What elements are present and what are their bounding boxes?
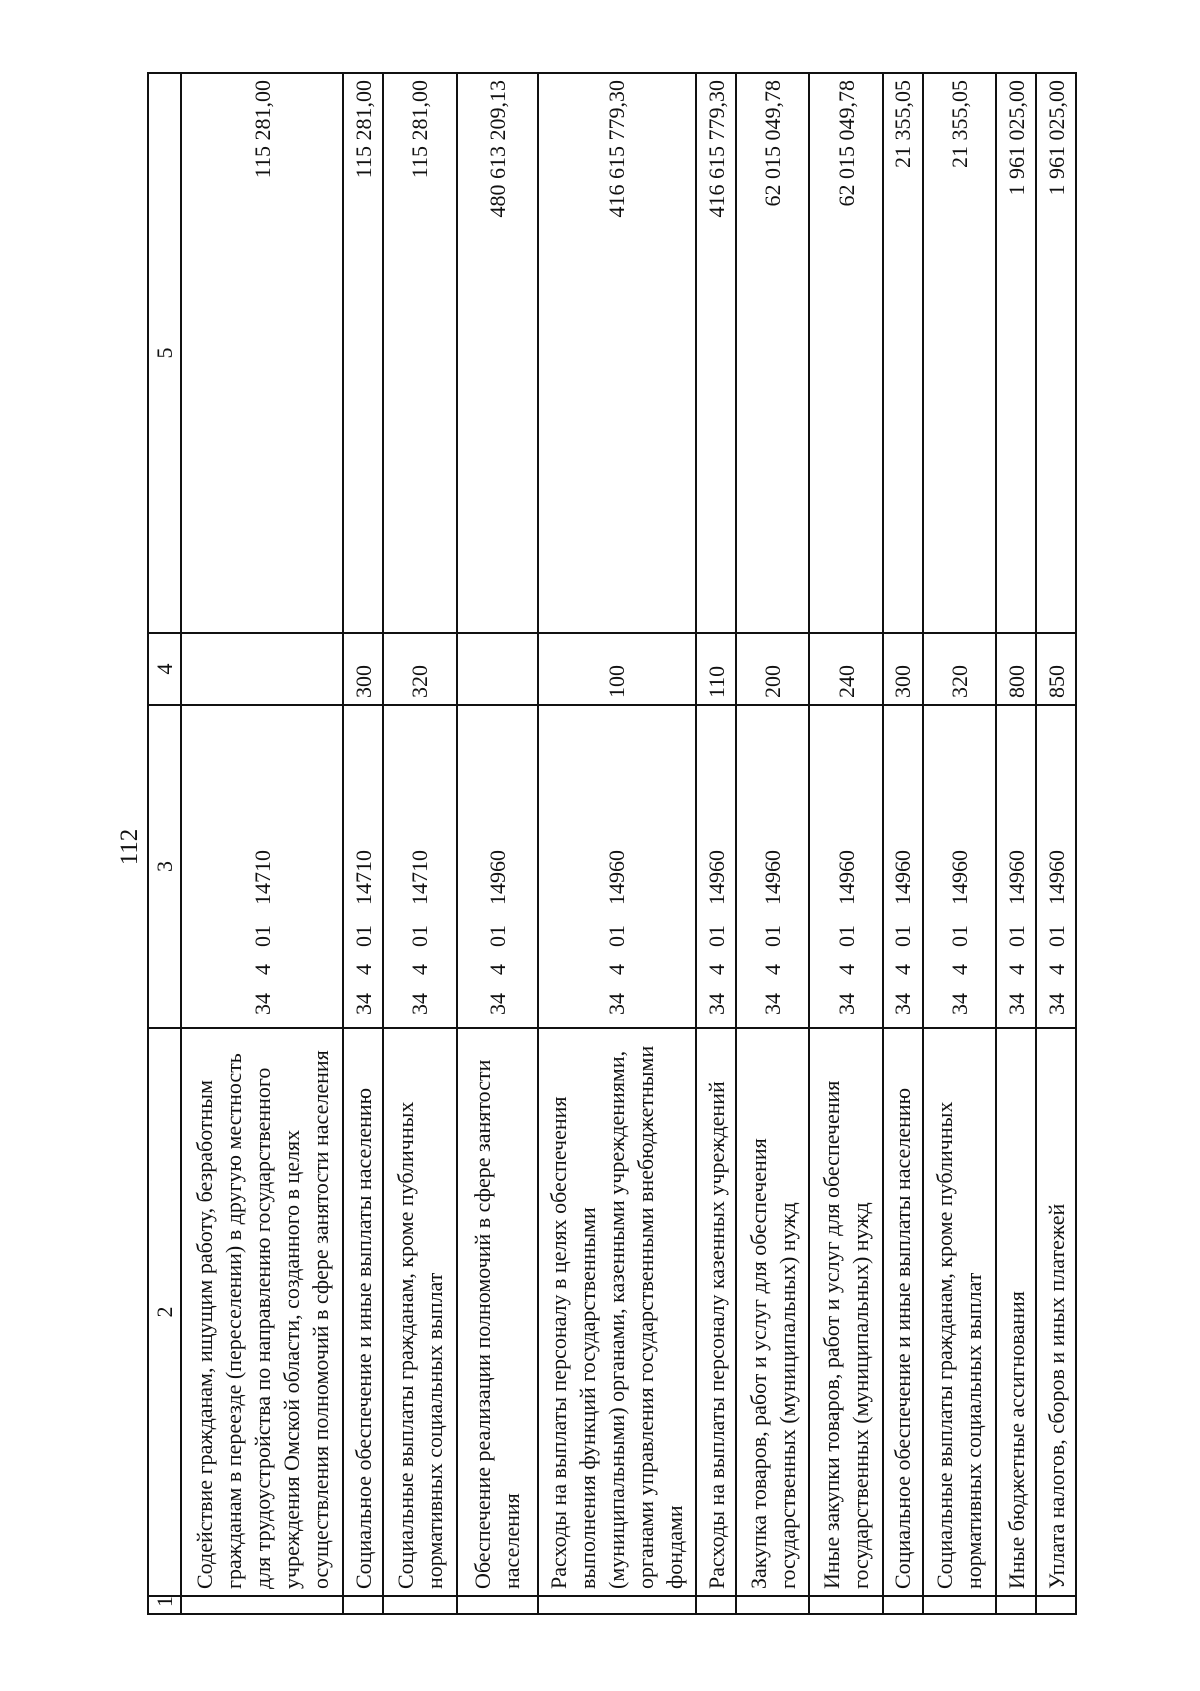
row-expense-type-cell: 110 (696, 633, 736, 705)
row-expense-type-cell: 240 (809, 633, 882, 705)
row-code-group (458, 712, 537, 1021)
row-code-part: 14710 (350, 850, 376, 905)
row-amount-cell: 115 281,00 (343, 73, 383, 633)
row-description-cell: Расходы на выплаты персоналу казенных учреждений (696, 1028, 736, 1596)
row-description-cell: Социальное обеспечение и иные выплаты населению (883, 1028, 923, 1596)
row-code-part: 4 (890, 964, 916, 975)
row-code-part: 4 (833, 964, 859, 975)
row-description-cell: Социальные выплаты гражданам, кроме публичных нормативных социальных выплат (383, 1028, 456, 1596)
row-code-part: 14960 (1003, 850, 1029, 905)
row-code-part: 01 (1003, 925, 1029, 947)
row-expense-type-cell: 320 (383, 633, 456, 705)
row-code-group (697, 712, 735, 1021)
row-code-part: 34 (249, 993, 275, 1015)
row-code-cell (457, 705, 538, 1028)
row-code-part: 4 (703, 964, 729, 975)
row-number-cell (923, 1596, 996, 1614)
row-code-part: 34 (484, 993, 510, 1015)
row-code-part: 14960 (1043, 850, 1069, 905)
row-expense-type-cell: 800 (996, 633, 1036, 705)
row-code-part: 4 (350, 964, 376, 975)
budget-table (147, 72, 1077, 1615)
row-code-part: 01 (484, 925, 510, 947)
header-col-3: 3 (148, 705, 181, 1028)
header-row (148, 73, 181, 1614)
row-code-part: 4 (484, 964, 510, 975)
row-code-group (884, 712, 922, 1021)
row-code-part: 01 (760, 925, 786, 947)
row-description-cell: Социальное обеспечение и иные выплаты населению (343, 1028, 383, 1596)
row-code-cell (538, 705, 697, 1028)
row-number-cell (883, 1596, 923, 1614)
row-code-part: 4 (760, 964, 786, 975)
row-code-part: 4 (1003, 964, 1029, 975)
row-description-cell: Уплата налогов, сборов и иных платежей (1036, 1028, 1076, 1596)
row-expense-type-cell: 850 (1036, 633, 1076, 705)
row-expense-type-cell: 200 (736, 633, 809, 705)
row-number-cell (383, 1596, 456, 1614)
row-code-group (737, 712, 808, 1021)
row-expense-type-cell: 100 (538, 633, 697, 705)
row-amount-cell: 115 281,00 (383, 73, 456, 633)
row-code-cell (996, 705, 1036, 1028)
row-code-part: 14960 (604, 850, 630, 905)
row-code-part: 14960 (890, 850, 916, 905)
row-code-cell (696, 705, 736, 1028)
row-code-part: 01 (946, 925, 972, 947)
row-amount-cell: 62 015 049,78 (809, 73, 882, 633)
row-amount-cell: 62 015 049,78 (736, 73, 809, 633)
row-code-part: 14960 (703, 850, 729, 905)
row-description-cell: Расходы на выплаты персоналу в целях обеспечения выполнения функций государственными (муниципальными) органами, казенными учреждениями, органами управления государственными внебюджетными фондами (538, 1028, 697, 1596)
row-code-part: 34 (407, 993, 433, 1015)
row-code-part: 34 (604, 993, 630, 1015)
table-row (696, 73, 736, 1614)
row-amount-cell: 115 281,00 (181, 73, 343, 633)
row-expense-type-cell: 320 (923, 633, 996, 705)
row-code-group (810, 712, 881, 1021)
row-code-cell (343, 705, 383, 1028)
row-description-cell: Социальные выплаты гражданам, кроме публичных нормативных социальных выплат (923, 1028, 996, 1596)
row-code-part: 4 (604, 964, 630, 975)
row-code-part: 4 (407, 964, 433, 975)
row-code-part: 34 (833, 993, 859, 1015)
row-code-part: 01 (703, 925, 729, 947)
page-number: 112 (116, 828, 143, 866)
row-code-part: 14960 (833, 850, 859, 905)
row-code-part: 01 (407, 925, 433, 947)
row-code-group (539, 712, 696, 1021)
row-code-group (384, 712, 455, 1021)
table-row (736, 73, 809, 1614)
row-code-cell (383, 705, 456, 1028)
table-row (923, 73, 996, 1614)
row-code-part: 01 (350, 925, 376, 947)
header-col-2: 2 (148, 1028, 181, 1596)
table-row (1036, 73, 1076, 1614)
table-row (383, 73, 456, 1614)
row-expense-type-cell: 300 (343, 633, 383, 705)
table-row (343, 73, 383, 1614)
row-amount-cell: 416 615 779,30 (538, 73, 697, 633)
row-code-part: 34 (1043, 993, 1069, 1015)
row-code-part: 4 (249, 964, 275, 975)
row-expense-type-cell (181, 633, 343, 705)
table-row (996, 73, 1036, 1614)
row-code-part: 14710 (407, 850, 433, 905)
row-number-cell (996, 1596, 1036, 1614)
row-code-group (344, 712, 382, 1021)
row-code-part: 34 (890, 993, 916, 1015)
table-row (538, 73, 697, 1614)
row-code-group (997, 712, 1035, 1021)
row-amount-cell: 21 355,05 (883, 73, 923, 633)
row-code-cell (181, 705, 343, 1028)
row-code-part: 14960 (760, 850, 786, 905)
row-expense-type-cell (457, 633, 538, 705)
row-description-cell: Иные закупки товаров, работ и услуг для обеспечения государственных (муниципальных) нужд (809, 1028, 882, 1596)
row-code-part: 4 (1043, 964, 1069, 975)
row-code-part: 01 (604, 925, 630, 947)
row-code-part: 01 (833, 925, 859, 947)
row-number-cell (181, 1596, 343, 1614)
row-number-cell (457, 1596, 538, 1614)
row-code-part: 14960 (484, 850, 510, 905)
table-row (883, 73, 923, 1614)
row-code-part: 14710 (249, 850, 275, 905)
row-amount-cell: 1 961 025,00 (1036, 73, 1076, 633)
row-number-cell (1036, 1596, 1076, 1614)
row-code-group (1037, 712, 1075, 1021)
row-number-cell (809, 1596, 882, 1614)
row-amount-cell: 480 613 209,13 (457, 73, 538, 633)
header-col-1: 1 (148, 1596, 181, 1614)
row-code-cell (1036, 705, 1076, 1028)
row-amount-cell: 1 961 025,00 (996, 73, 1036, 633)
row-code-part: 01 (1043, 925, 1069, 947)
row-code-part: 01 (249, 925, 275, 947)
table-row (457, 73, 538, 1614)
row-code-part: 34 (760, 993, 786, 1015)
row-number-cell (736, 1596, 809, 1614)
row-code-part: 34 (946, 993, 972, 1015)
row-expense-type-cell: 300 (883, 633, 923, 705)
row-number-cell (696, 1596, 736, 1614)
row-amount-cell: 21 355,05 (923, 73, 996, 633)
table-row (181, 73, 343, 1614)
header-col-4: 4 (148, 633, 181, 705)
row-description-cell: Содействие гражданам, ищущим работу, безработным гражданам в переезде (переселении) в другую местность для трудоустройства по направлению государственного учреждения Омской области, созданного в целях осуществления полномочий в сфере занятости населения (181, 1028, 343, 1596)
row-code-part: 14960 (946, 850, 972, 905)
row-code-group (924, 712, 995, 1021)
table-row (809, 73, 882, 1614)
budget-table-body (148, 73, 1076, 1614)
rotated-table-container (147, 74, 1077, 1615)
row-code-part: 34 (1003, 993, 1029, 1015)
row-code-cell (923, 705, 996, 1028)
row-code-part: 34 (350, 993, 376, 1015)
row-number-cell (538, 1596, 697, 1614)
row-code-part: 01 (890, 925, 916, 947)
row-code-part: 34 (703, 993, 729, 1015)
row-description-cell: Обеспечение реализации полномочий в сфере занятости населения (457, 1028, 538, 1596)
row-amount-cell: 416 615 779,30 (696, 73, 736, 633)
row-code-part: 4 (946, 964, 972, 975)
row-code-cell (883, 705, 923, 1028)
row-number-cell (343, 1596, 383, 1614)
row-description-cell: Иные бюджетные ассигнования (996, 1028, 1036, 1596)
row-code-group (182, 712, 342, 1021)
row-description-cell: Закупка товаров, работ и услуг для обеспечения государственных (муниципальных) нужд (736, 1028, 809, 1596)
row-code-cell (809, 705, 882, 1028)
row-code-cell (736, 705, 809, 1028)
header-col-5: 5 (148, 73, 181, 633)
